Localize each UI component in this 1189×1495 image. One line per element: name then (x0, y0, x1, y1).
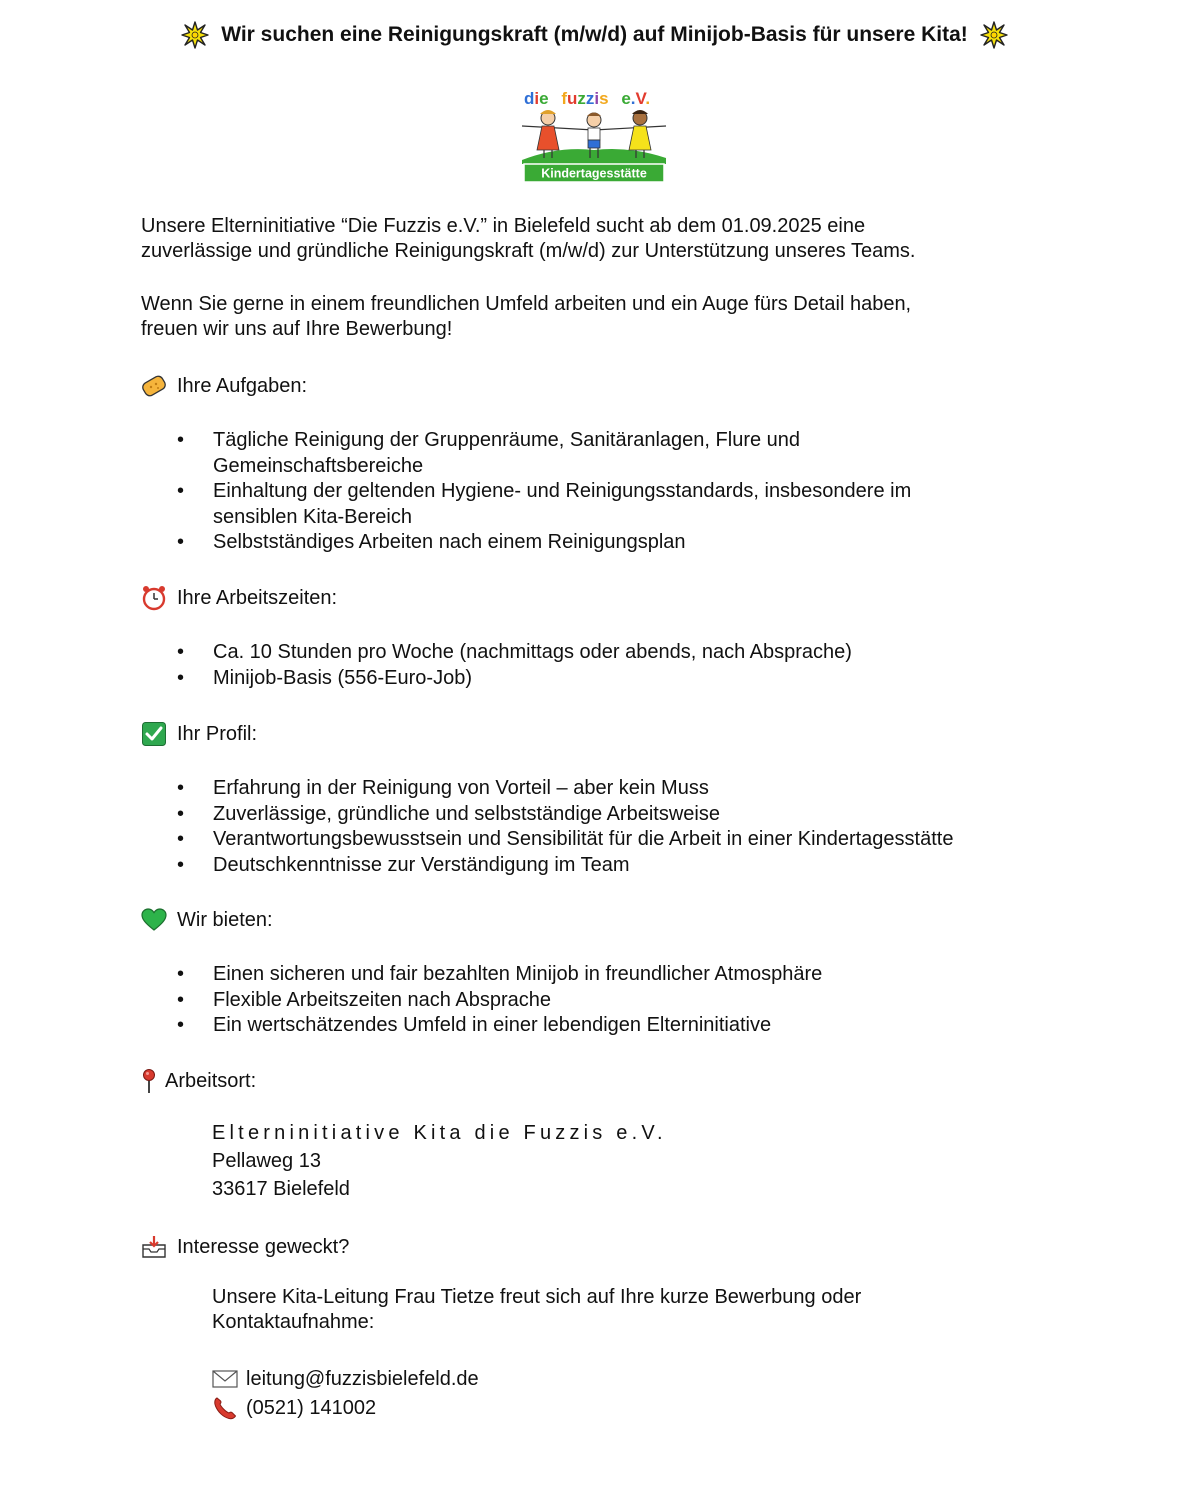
list-item: • Minijob-Basis (556-Euro-Job) (141, 666, 1113, 692)
intro-line: zuverlässige und gründliche Reinigungskraft (m/w/d) zur Unterstützung unseres Teams. (141, 240, 916, 262)
section-heading-interest (141, 1234, 349, 1260)
inbox-tray-icon (141, 1234, 169, 1260)
logo-title: die fuzzis e.V. (524, 89, 651, 108)
intro-paragraph-1 (141, 214, 915, 264)
intro-line: Unsere Elterninitiative “Die Fuzzis e.V.” in Bielefeld sucht ab dem 01.09.2025 eine (141, 215, 866, 237)
logo-banner-text: Kindertagesstätte (541, 166, 647, 181)
hours-list (141, 640, 1113, 691)
phone-number[interactable]: (0521) 141002 (246, 1396, 377, 1419)
address-name: Elterninitiative Kita die Fuzzis e.V. (212, 1122, 667, 1144)
section-title: Ihre Aufgaben: (177, 375, 308, 397)
address-street: Pellaweg 13 (212, 1150, 321, 1172)
section-heading-tasks (141, 373, 307, 399)
list-item: • Flexible Arbeitszeiten nach Absprache (141, 988, 1113, 1014)
list-item: • Einhaltung der geltenden Hygiene- und Reinigungsstandards, insbesondere im sensiblen Kita-Bereich (141, 479, 1113, 530)
offer-list (141, 962, 1113, 1039)
green-heart-icon (141, 907, 169, 933)
profile-list (141, 776, 1113, 878)
sponge-icon (141, 373, 169, 399)
list-item: • Deutschkenntnisse zur Verständigung im Team (141, 853, 1113, 879)
check-mark-icon (141, 721, 169, 747)
section-title: Arbeitsort: (165, 1070, 257, 1092)
headline-text: Wir suchen eine Reinigungskraft (m/w/d) auf Minijob-Basis für unsere Kita! (221, 23, 968, 47)
section-title: Ihr Profil: (177, 723, 258, 745)
section-heading-location (141, 1068, 256, 1094)
headline (0, 20, 1189, 50)
list-item: • Verantwortungsbewusstsein und Sensibilität für die Arbeit in einer Kindertagesstätte (141, 827, 1113, 853)
telephone-icon (212, 1395, 240, 1421)
list-item: • Einen sicheren und fair bezahlten Minijob in freundlicher Atmosphäre (141, 962, 1113, 988)
sparkle-star-icon (181, 21, 209, 49)
sparkle-star-icon (980, 21, 1008, 49)
contact-email[interactable] (212, 1366, 479, 1392)
email-address[interactable]: leitung@fuzzisbielefeld.de (246, 1367, 479, 1390)
intro-line: Wenn Sie gerne in einem freundlichen Umfeld arbeiten und ein Auge fürs Detail haben, (141, 293, 912, 315)
envelope-icon (212, 1366, 240, 1392)
list-item: • Ca. 10 Stunden pro Woche (nachmittags oder abends, nach Absprache) (141, 640, 1113, 666)
address-block (212, 1119, 667, 1203)
list-item: • Selbstständiges Arbeiten nach einem Reinigungsplan (141, 530, 1113, 556)
alarm-clock-icon (141, 585, 169, 611)
list-item: • Zuverlässige, gründliche und selbstständige Arbeitsweise (141, 802, 1113, 828)
kita-logo (518, 80, 670, 186)
intro-paragraph-2 (141, 292, 911, 342)
intro-line: freuen wir uns auf Ihre Bewerbung! (141, 318, 453, 340)
section-heading-offer (141, 907, 273, 933)
section-title: Ihre Arbeitszeiten: (177, 587, 338, 609)
interest-paragraph: Unsere Kita-Leitung Frau Tietze freut sich auf Ihre kurze Bewerbung oder Kontaktaufnahme: (212, 1286, 862, 1333)
list-item: • Ein wertschätzendes Umfeld in einer lebendigen Elterninitiative (141, 1013, 1113, 1039)
list-item: • Tägliche Reinigung der Gruppenräume, Sanitäranlagen, Flure und Gemeinschaftsbereiche (141, 428, 1113, 479)
section-heading-hours (141, 585, 337, 611)
section-heading-profile (141, 721, 257, 747)
tasks-list (141, 428, 1113, 556)
section-title: Interesse geweckt? (177, 1236, 350, 1258)
contact-phone[interactable] (212, 1395, 376, 1421)
map-pin-icon (141, 1068, 159, 1094)
section-title: Wir bieten: (177, 909, 273, 931)
address-city: 33617 Bielefeld (212, 1178, 350, 1200)
list-item: • Erfahrung in der Reinigung von Vorteil – aber kein Muss (141, 776, 1113, 802)
